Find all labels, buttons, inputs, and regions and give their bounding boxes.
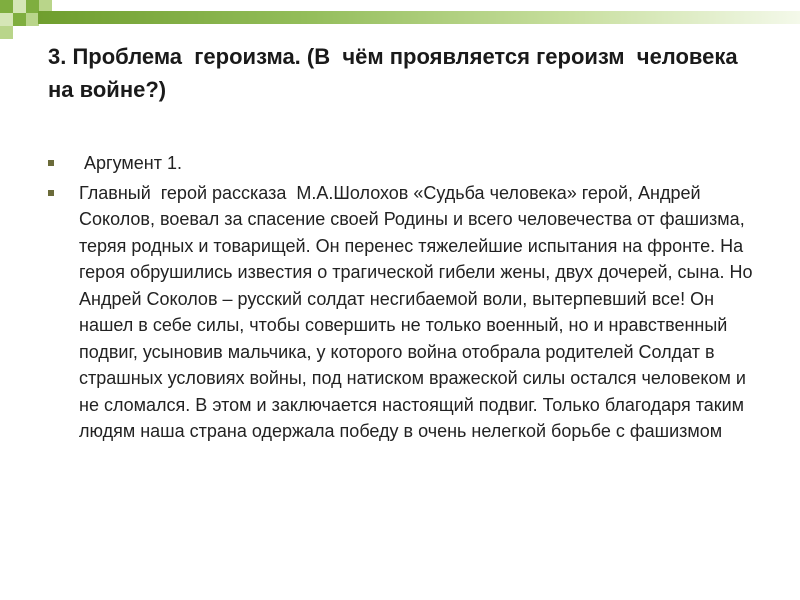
bullet-item	[48, 150, 768, 177]
square-bullet-icon	[48, 190, 54, 196]
bullet-text: Главный герой рассказа М.А.Шолохов «Судьба человека» герой, Андрей Соколов, воевал за спасение своей Родины и всего человечества от фашизма, теряя родных и товарищей. Он перенес тяжелейшие испытания на фронте. На героя обрушились известия о трагической гибели жены, двух дочерей, сына. Но Андрей Соколов – русский солдат несгибаемой воли, вытерпевший все! Он нашел в себе силы, чтобы совершить не только военный, но и нравственный подвиг, усыновив мальчика, у которого война отобрала родителей Солдат в страшных условиях войны, под натиском вражеской силы остался человеком и не сломался. В этом и заключается настоящий подвиг. Только благодаря таким людям наша страна одержала победу в очень нелегкой борьбе с фашизмом	[79, 182, 758, 441]
square-bullet-icon	[48, 160, 54, 166]
bullet-list	[48, 150, 768, 445]
header-bar	[38, 11, 800, 24]
slide-title: 3. Проблема героизма. (В чём проявляется героизм человека на войне?)	[48, 44, 750, 102]
bullet-text: Аргумент 1.	[79, 153, 182, 173]
bullet-item	[48, 180, 768, 445]
